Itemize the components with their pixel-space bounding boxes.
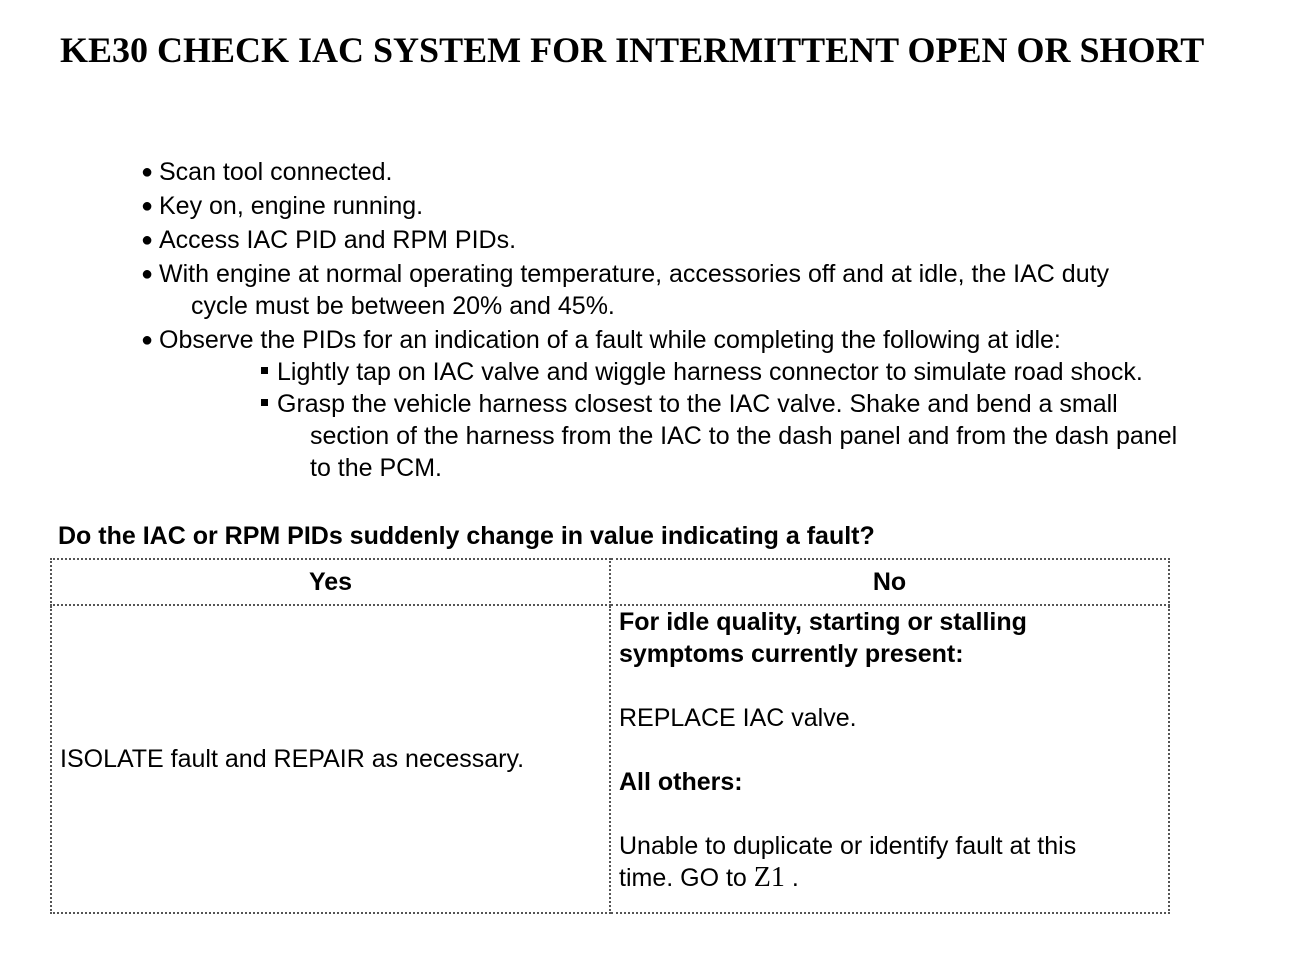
substep-text: Lightly tap on IAC valve and wiggle harness connector to simulate road shock. — [277, 358, 1143, 386]
substep-text-continued: to the PCM. — [310, 454, 442, 482]
page-title: KE30 CHECK IAC SYSTEM FOR INTERMITTENT OPEN OR SHORT — [60, 30, 1205, 70]
substep-text: Grasp the vehicle harness closest to the IAC valve. Shake and bend a small — [277, 390, 1118, 418]
list-item — [140, 190, 1280, 222]
step-text: Observe the PIDs for an indication of a fault while completing the following at idle: — [159, 326, 1061, 354]
action-line: time. GO to — [619, 864, 747, 892]
list-item — [140, 156, 1280, 188]
bullet-icon: ● — [141, 161, 154, 183]
bullet-icon: ● — [141, 263, 154, 285]
yes-header: Yes — [51, 559, 610, 605]
sub-list-item — [261, 356, 1280, 388]
yes-action-cell — [51, 605, 610, 913]
step-text: Key on, engine running. — [159, 192, 424, 220]
substeps — [159, 356, 1280, 484]
goto-action — [619, 830, 1160, 894]
condition-line: For idle quality, starting or stalling — [619, 608, 1027, 636]
list-item — [140, 258, 1280, 322]
step-text-continued: cycle must be between 20% and 45%. — [191, 292, 615, 320]
no-header: No — [610, 559, 1169, 605]
step-text: With engine at normal operating temperature, accessories off and at idle, the IAC duty — [159, 260, 1110, 288]
decision-table — [50, 558, 1170, 914]
bullet-icon: ● — [141, 229, 154, 251]
substep-text-continued: section of the harness from the IAC to the dash panel and from the dash panel — [310, 422, 1178, 450]
action-line: Unable to duplicate or identify fault at this — [619, 832, 1077, 860]
sub-list-item — [261, 388, 1280, 484]
square-bullet-icon — [261, 367, 268, 374]
step-text: Access IAC PID and RPM PIDs. — [159, 226, 517, 254]
step-text: Scan tool connected. — [159, 158, 393, 186]
table-row — [51, 605, 1169, 913]
yes-action-text: ISOLATE fault and REPAIR as necessary. — [60, 744, 525, 773]
bullet-icon: ● — [141, 195, 154, 217]
list-item — [140, 224, 1280, 256]
goto-z1-link[interactable]: Z1 — [753, 862, 785, 893]
decision-question: Do the IAC or RPM PIDs suddenly change in value indicating a fault? — [58, 522, 875, 550]
bullet-icon: ● — [141, 329, 154, 351]
no-condition-others: All others: — [619, 768, 743, 796]
no-condition-symptoms — [619, 606, 1160, 670]
procedure-steps — [140, 156, 1280, 486]
condition-line: symptoms currently present: — [619, 640, 964, 668]
square-bullet-icon — [261, 399, 268, 406]
list-item — [140, 324, 1280, 484]
no-action-cell — [610, 605, 1169, 913]
action-period: . — [791, 864, 799, 892]
replace-action: REPLACE IAC valve. — [619, 704, 857, 732]
table-header-row — [51, 559, 1169, 605]
